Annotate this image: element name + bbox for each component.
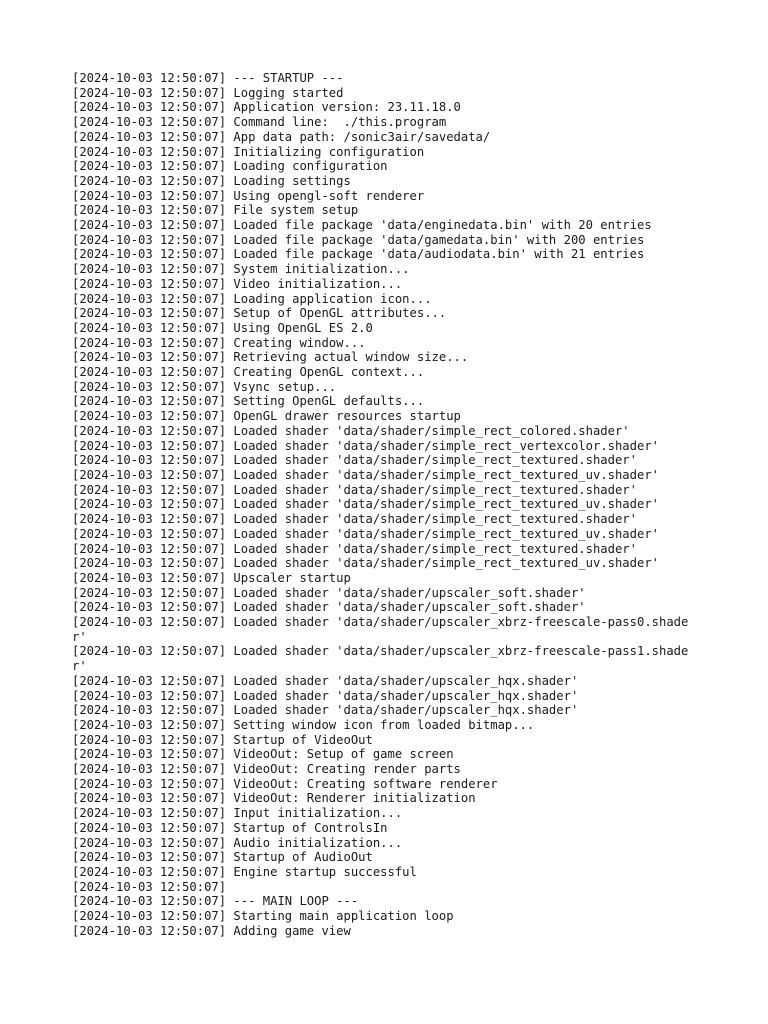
log-line: [2024-10-03 12:50:07] Loaded shader 'data/shader/upscaler_xbrz-freescale-pass1.shader'	[72, 644, 689, 674]
log-line: [2024-10-03 12:50:07] Using opengl-soft renderer	[72, 188, 425, 203]
log-line: [2024-10-03 12:50:07] Startup of AudioOut	[72, 850, 373, 865]
log-line: [2024-10-03 12:50:07] Loaded shader 'data/shader/simple_rect_colored.shader'	[72, 423, 630, 438]
log-line: [2024-10-03 12:50:07] Engine startup successful	[72, 864, 417, 879]
log-line: [2024-10-03 12:50:07] Command line: ./this.program	[72, 115, 447, 130]
log-line: [2024-10-03 12:50:07] Setting window icon from loaded bitmap...	[72, 717, 535, 732]
log-line: [2024-10-03 12:50:07] Audio initialization...	[72, 835, 403, 850]
log-line: [2024-10-03 12:50:07] VideoOut: Creating render parts	[72, 762, 461, 777]
log-line: [2024-10-03 12:50:07] Loaded shader 'data/shader/simple_rect_textured_uv.shader'	[72, 497, 659, 512]
log-line: [2024-10-03 12:50:07] VideoOut: Setup of game screen	[72, 747, 454, 762]
log-line: [2024-10-03 12:50:07] Startup of ControlsIn	[72, 820, 388, 835]
log-line: [2024-10-03 12:50:07] Loaded shader 'data/shader/upscaler_hqx.shader'	[72, 673, 579, 688]
log-line: [2024-10-03 12:50:07] Loaded shader 'data/shader/simple_rect_textured_uv.shader'	[72, 526, 659, 541]
log-text-block	[72, 71, 692, 938]
log-line: [2024-10-03 12:50:07] Loaded file package 'data/gamedata.bin' with 200 entries	[72, 232, 645, 247]
log-line: [2024-10-03 12:50:07] Loaded shader 'data/shader/simple_rect_textured_uv.shader'	[72, 556, 659, 571]
log-line: [2024-10-03 12:50:07] Upscaler startup	[72, 570, 351, 585]
log-line: [2024-10-03 12:50:07] Video initialization...	[72, 276, 403, 291]
log-line: [2024-10-03 12:50:07] Loaded shader 'data/shader/upscaler_soft.shader'	[72, 600, 586, 615]
log-line: [2024-10-03 12:50:07] Starting main application loop	[72, 909, 454, 924]
log-line: [2024-10-03 12:50:07] Setup of OpenGL attributes...	[72, 306, 447, 321]
log-line: [2024-10-03 12:50:07] Loaded shader 'data/shader/simple_rect_textured_uv.shader'	[72, 467, 659, 482]
log-line: [2024-10-03 12:50:07] Logging started	[72, 85, 344, 100]
log-line: [2024-10-03 12:50:07] Loaded shader 'data/shader/simple_rect_vertexcolor.shader'	[72, 438, 659, 453]
log-line: [2024-10-03 12:50:07] Loading configuration	[72, 159, 388, 174]
log-line: [2024-10-03 12:50:07] VideoOut: Renderer initialization	[72, 791, 476, 806]
log-line: [2024-10-03 12:50:07] Startup of VideoOut	[72, 732, 373, 747]
log-line: [2024-10-03 12:50:07] Loaded shader 'data/shader/upscaler_xbrz-freescale-pass0.shader'	[72, 615, 689, 644]
log-line: [2024-10-03 12:50:07] Loaded shader 'data/shader/simple_rect_textured.shader'	[72, 541, 637, 556]
log-line: [2024-10-03 12:50:07] Input initialization...	[72, 806, 403, 821]
log-line: [2024-10-03 12:50:07] Setting OpenGL defaults...	[72, 394, 425, 409]
log-line: [2024-10-03 12:50:07] Using OpenGL ES 2.0	[72, 320, 373, 335]
log-line: [2024-10-03 12:50:07] App data path: /sonic3air/savedata/	[72, 129, 491, 144]
log-line: [2024-10-03 12:50:07] Loading application icon...	[72, 291, 432, 306]
log-line: [2024-10-03 12:50:07] Application version: 23.11.18.0	[72, 100, 461, 115]
log-line: [2024-10-03 12:50:07] Loaded file package 'data/audiodata.bin' with 21 entries	[72, 247, 645, 262]
log-line: [2024-10-03 12:50:07] Loaded shader 'data/shader/upscaler_hqx.shader'	[72, 688, 579, 703]
log-line: [2024-10-03 12:50:07] Loaded shader 'data/shader/upscaler_hqx.shader'	[72, 703, 579, 718]
log-line: [2024-10-03 12:50:07] --- STARTUP ---	[72, 71, 344, 85]
log-line: [2024-10-03 12:50:07] Adding game view	[72, 923, 351, 938]
log-line: [2024-10-03 12:50:07] Loaded shader 'data/shader/simple_rect_textured.shader'	[72, 512, 637, 527]
log-line: [2024-10-03 12:50:07] Vsync setup...	[72, 379, 337, 394]
log-line: [2024-10-03 12:50:07] OpenGL drawer resources startup	[72, 409, 461, 424]
log-line: [2024-10-03 12:50:07] System initialization...	[72, 262, 410, 277]
log-line: [2024-10-03 12:50:07]	[72, 879, 227, 894]
log-line: [2024-10-03 12:50:07] Initializing configuration	[72, 144, 425, 159]
log-line: [2024-10-03 12:50:07] Loaded shader 'data/shader/simple_rect_textured.shader'	[72, 453, 637, 468]
log-line: [2024-10-03 12:50:07] Loaded shader 'data/shader/upscaler_soft.shader'	[72, 585, 586, 600]
log-line: [2024-10-03 12:50:07] VideoOut: Creating software renderer	[72, 776, 498, 791]
log-line: [2024-10-03 12:50:07] Loaded shader 'data/shader/simple_rect_textured.shader'	[72, 482, 637, 497]
log-line: [2024-10-03 12:50:07] Loading settings	[72, 173, 351, 188]
log-line: [2024-10-03 12:50:07] --- MAIN LOOP ---	[72, 894, 359, 909]
log-line: [2024-10-03 12:50:07] Loaded file package 'data/enginedata.bin' with 20 entries	[72, 218, 652, 233]
log-line: [2024-10-03 12:50:07] Retrieving actual window size...	[72, 350, 469, 365]
log-line: [2024-10-03 12:50:07] Creating window...	[72, 335, 366, 350]
log-line: [2024-10-03 12:50:07] Creating OpenGL context...	[72, 365, 425, 380]
log-line: [2024-10-03 12:50:07] File system setup	[72, 203, 359, 218]
